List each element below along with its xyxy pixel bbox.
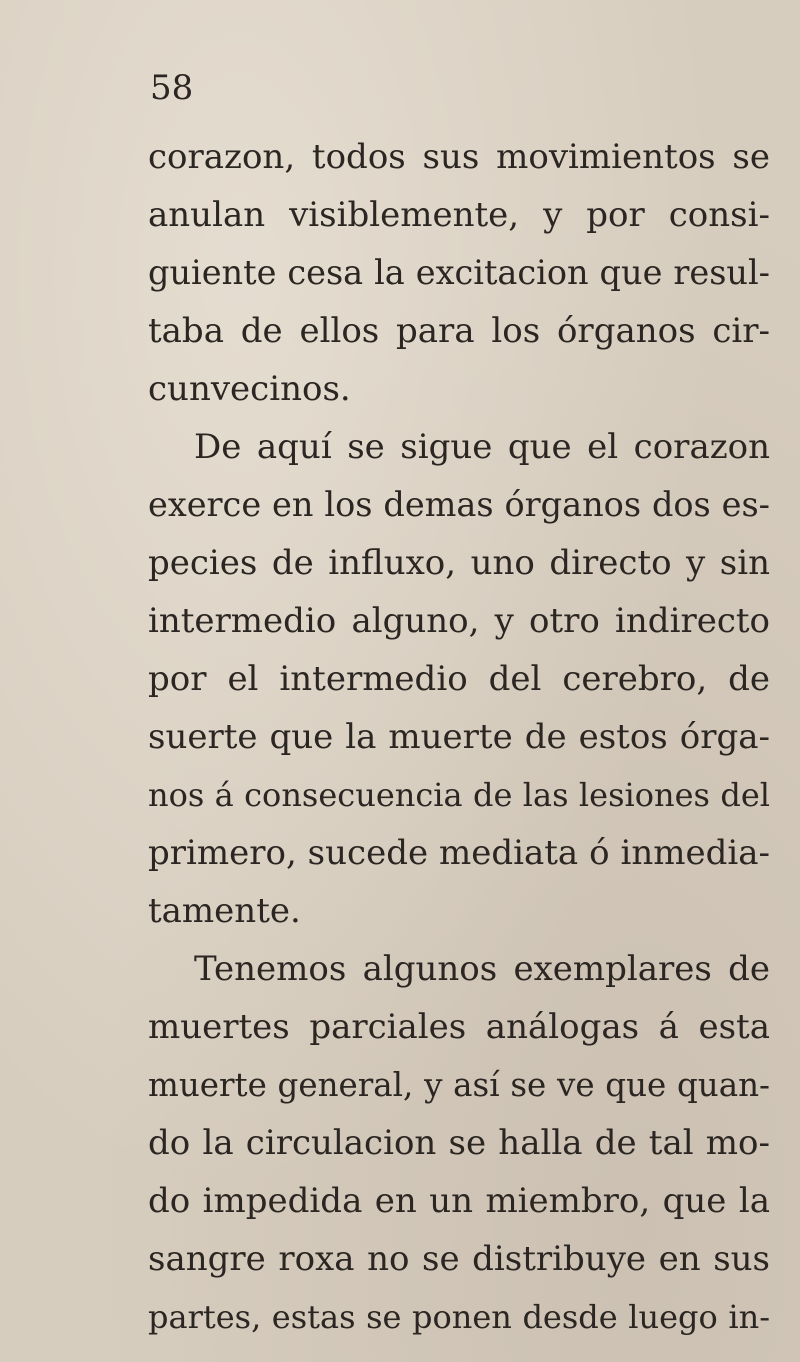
text-line: partes, estas se ponen desde luego in- [148,1298,770,1336]
text-line: tamente. [148,891,301,931]
page-number: 58 [150,68,194,108]
text-line: suerte que la muerte de estos órga- [148,717,770,757]
text-line: corazon, todos sus movimientos se [148,137,770,177]
text-line: cunvecinos. [148,369,351,409]
text-line: do impedida en un miembro, que la [148,1181,770,1221]
text-line: nos á consecuencia de las lesiones del [148,776,770,814]
text-line: primero, sucede mediata ó inmedia- [148,833,770,873]
text-line: muerte general, y así se ve que quan- [148,1066,770,1104]
text-line: sangre roxa no se distribuye en sus [148,1239,770,1279]
text-line: intermedio alguno, y otro indirecto [148,601,770,641]
paragraph-start-line: De aquí se sigue que el corazon [194,427,770,467]
text-line: do la circulacion se halla de tal mo- [148,1123,770,1163]
text-line: anulan visiblemente, y por consi- [148,195,770,235]
text-line: taba de ellos para los órganos cir- [148,311,770,351]
text-line: muertes parciales análogas á esta [148,1007,770,1047]
text-line: por el intermedio del cerebro, de [148,659,770,699]
body-text [148,128,770,1346]
text-line: pecies de influxo, uno directo y sin [148,543,770,583]
text-line: exerce en los demas órganos dos es- [148,485,770,524]
paragraph-start-line: Tenemos algunos exemplares de [194,949,770,989]
text-line: guiente cesa la excitacion que resul- [148,253,770,292]
